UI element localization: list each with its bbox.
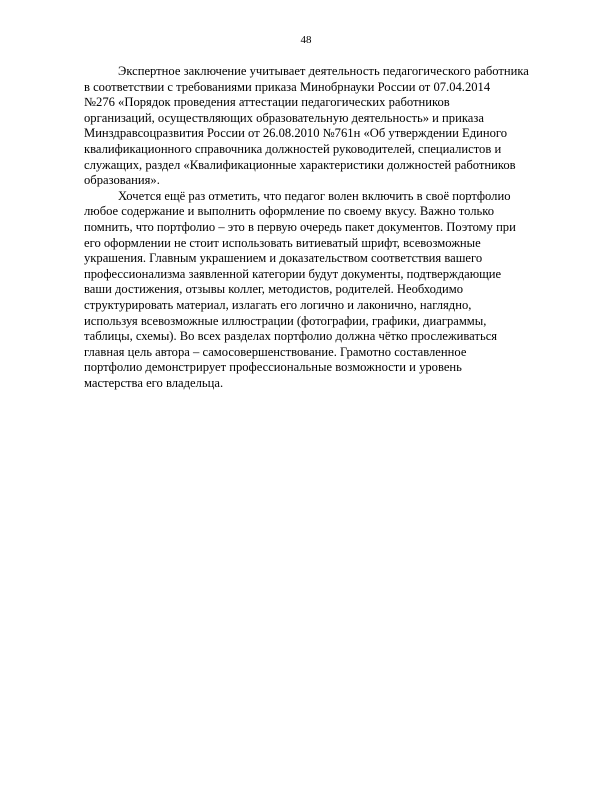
text-line: структурировать материал, излагать его логично и лаконично, наглядно, — [84, 297, 472, 312]
text-line: мастерства его владельца. — [84, 375, 224, 390]
text-line: таблицы, схемы). Во всех разделах портфолио должна чётко прослеживаться — [84, 329, 498, 344]
text-line: служащих, раздел «Квалификационные характеристики должностей работников — [84, 157, 516, 172]
text-line: организаций, осуществляющих образовательную деятельность» и приказа — [84, 110, 484, 125]
page-number: 48 — [300, 34, 312, 46]
text-line: квалификационного справочника должностей руководителей, специалистов и — [84, 141, 502, 156]
text-line: любое содержание и выполнить оформление по своему вкусу. Важно только — [84, 204, 495, 219]
text-line: главная цель автора – самосовершенствование. Грамотно составленное — [84, 344, 467, 359]
document-body — [84, 64, 580, 391]
text-line: ваши достижения, отзывы коллег, методистов, родителей. Необходимо — [84, 282, 463, 297]
text-line: его оформлении не стоит использовать витиеватый шрифт, всевозможные — [84, 235, 481, 250]
text-line: Экспертное заключение учитывает деятельность педагогического работника — [118, 64, 529, 78]
paragraph-expert-conclusion — [84, 64, 580, 189]
text-line: профессионализма заявленной категории будут документы, подтверждающие — [84, 266, 502, 281]
text-line: в соответствии с требованиями приказа Минобрнауки России от 07.04.2014 — [84, 79, 491, 94]
text-line: портфолио демонстрирует профессиональные возможности и уровень — [84, 360, 462, 375]
text-line: №276 «Порядок проведения аттестации педагогических работников — [84, 95, 450, 110]
text-line: Минздравсоцразвития России от 26.08.2010 №761н «Об утверждении Единого — [84, 126, 508, 141]
paragraph-portfolio-advice — [84, 189, 580, 392]
text-line: образования». — [84, 173, 160, 188]
text-line: украшения. Главным украшением и доказательством соответствия вашего — [84, 251, 483, 266]
text-line: помнить, что портфолио – это в первую очередь пакет документов. Поэтому при — [84, 219, 516, 234]
text-line: используя всевозможные иллюстрации (фотографии, графики, диаграммы, — [84, 313, 487, 328]
text-line: Хочется ещё раз отметить, что педагог волен включить в своё портфолио — [118, 188, 511, 203]
